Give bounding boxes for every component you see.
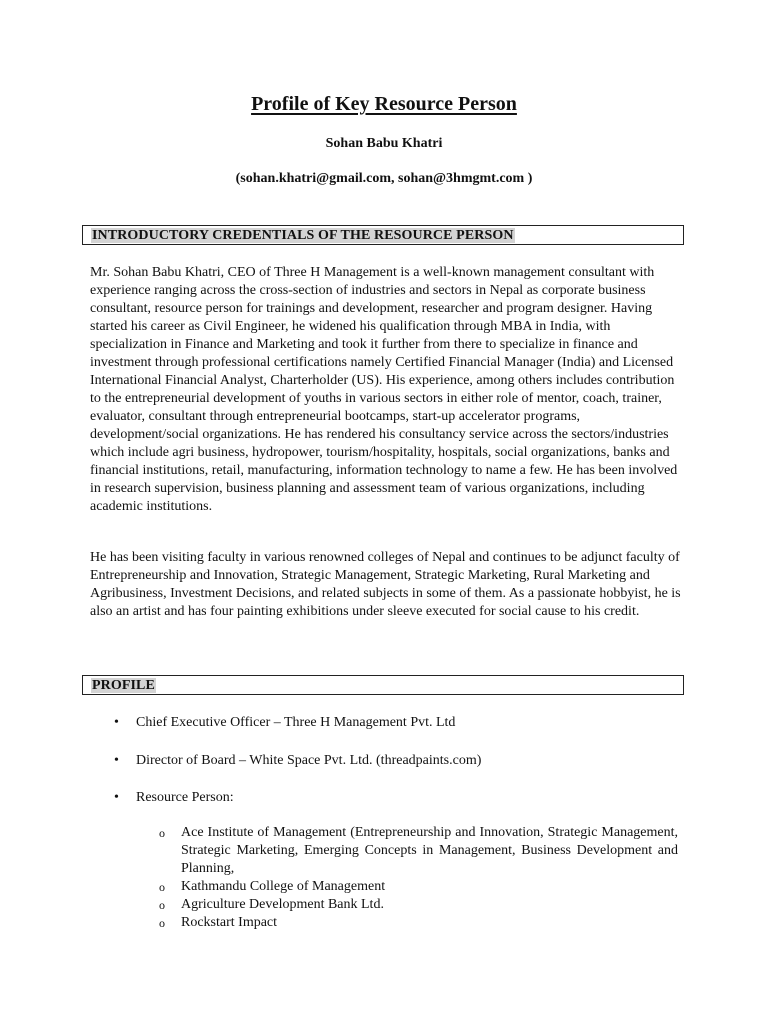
resource-person-item: Ace Institute of Management (Entrepreneurship and Innovation, Strategic Management, Strategic Marketing, Emerging Concepts in Management, Business Development and Planning, bbox=[181, 825, 678, 876]
profile-section-heading-text: PROFILE bbox=[92, 678, 155, 693]
sub-bullet-icon: o bbox=[159, 826, 165, 840]
resource-person-item: Agriculture Development Bank Ltd. bbox=[181, 897, 384, 912]
document-title bbox=[0, 93, 768, 116]
person-name: Sohan Babu Khatri bbox=[325, 136, 443, 151]
profile-section-heading bbox=[82, 675, 684, 695]
profile-item: Chief Executive Officer – Three H Management Pvt. Ltd bbox=[136, 715, 456, 730]
sub-bullet-icon: o bbox=[159, 880, 165, 894]
intro-section-heading bbox=[82, 225, 684, 245]
intro-paragraph-2: He has been visiting faculty in various renowned colleges of Nepal and continues to be adjunct faculty of Entrepreneurship and Innovation, Strategic Management, Strategic Marketing, Rural Marketing and Agribusiness, Investment Decisions, and related subjects in some of them. As a passionate hobbyist, he is also an artist and has four painting exhibitions under sleeve executed for social cause to his credit. bbox=[90, 550, 681, 619]
profile-item: Resource Person: bbox=[136, 790, 234, 805]
profile-item: Director of Board – White Space Pvt. Ltd. (threadpaints.com) bbox=[136, 753, 482, 768]
bullet-icon: • bbox=[114, 790, 119, 805]
bullet-icon: • bbox=[114, 715, 119, 730]
resource-person-item: Kathmandu College of Management bbox=[181, 879, 386, 894]
intro-section-heading-text: INTRODUCTORY CREDENTIALS OF THE RESOURCE PERSON bbox=[92, 228, 514, 243]
contact-emails: (sohan.khatri@gmail.com, sohan@3hmgmt.com ) bbox=[235, 171, 533, 186]
intro-paragraph-1: Mr. Sohan Babu Khatri, CEO of Three H Management is a well-known management consultant with experience ranging across the cross-section of industries and sectors in Nepal as corporate business consultant, resource person for trainings and development, researcher and program designer. Having started his career as Civil Engineer, he widened his qualification through MBA in India, with specialization in Finance and Marketing and took it further from there to specialize in finance and investment through professional certifications namely Certified Financial Manager (India) and Licensed International Financial Analyst, Charterholder (US). His experience, among others includes contribution to the entrepreneurial development of youths in various sectors in either role of mentor, coach, trainer, evaluator, consultant through entrepreneurial bootcamps, start-up accelerator programs, development/social organizations. He has rendered his consultancy service across the sectors/industries which include agri business, hydropower, tourism/hospitality, hospitals, social organizations, banks and financial institutions, retail, manufacturing, information technology to name a few. He has been involved in research supervision, business planning and assessment team of various organizations, including academic institutions. bbox=[90, 265, 678, 514]
bullet-icon: • bbox=[114, 753, 119, 768]
sub-bullet-icon: o bbox=[159, 898, 165, 912]
resource-person-item: Rockstart Impact bbox=[181, 915, 278, 930]
sub-bullet-icon: o bbox=[159, 916, 165, 930]
document-title-text: Profile of Key Resource Person bbox=[251, 93, 517, 115]
